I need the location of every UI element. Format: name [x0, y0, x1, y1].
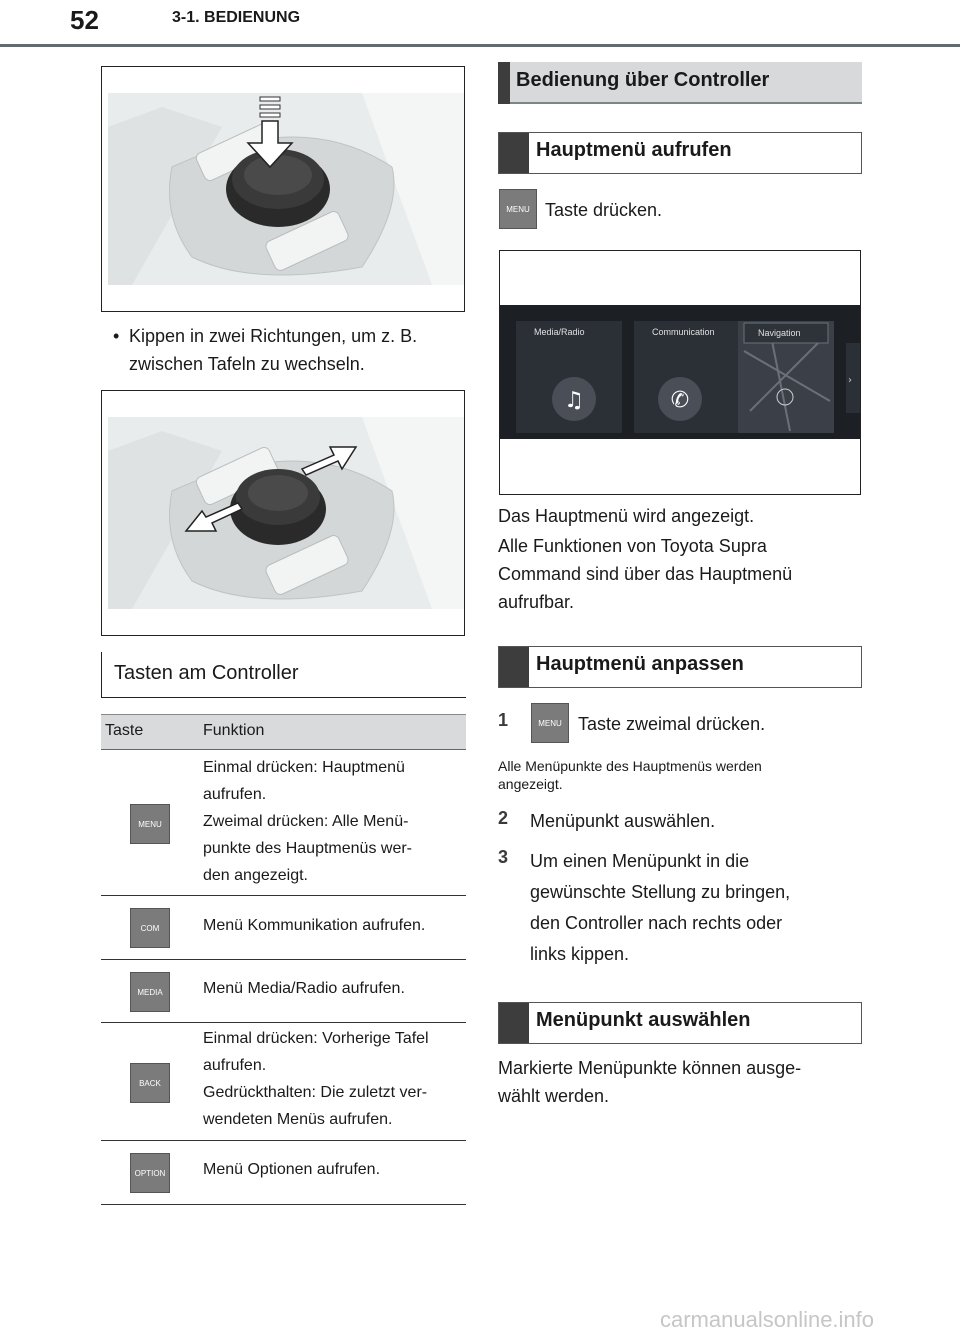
step-3-text: [530, 846, 790, 970]
com-key-icon: COM: [130, 908, 170, 948]
heading-marker: [498, 62, 510, 104]
text-line: Command sind über das Hauptmenü: [498, 564, 793, 584]
table-header: [101, 714, 466, 750]
svg-text:✆: ✆: [670, 388, 690, 413]
para-menu-shown: Das Hauptmenü wird angezeigt.: [498, 506, 755, 526]
table-line: Einmal drücken: Vorherige Tafel: [203, 1030, 429, 1047]
tasten-title: Tasten am Controller: [101, 652, 466, 698]
chevron-right-icon: ›: [848, 375, 852, 386]
table-cell: [203, 1156, 465, 1183]
table-line: Menü Optionen aufrufen.: [203, 1161, 381, 1178]
sub-heading: Hauptmenü aufrufen: [536, 139, 732, 161]
heading-marker: [499, 647, 529, 687]
step-number: 1: [498, 710, 509, 730]
table-line: aufrufen.: [203, 1057, 267, 1074]
sub-heading-bar: [498, 1002, 862, 1044]
section-title: 3-1. BEDIENUNG: [172, 9, 301, 26]
text-line: Alle Menüpunkte des Hauptmenüs werden: [498, 758, 762, 774]
back-key-icon: BACK: [130, 1063, 170, 1103]
text-line: aufrufbar.: [498, 592, 575, 612]
table-row: [101, 960, 466, 1023]
table-line: Gedrückthalten: Die zuletzt ver-: [203, 1084, 428, 1101]
main-heading-bar: [498, 62, 862, 104]
header-rule: [0, 44, 960, 47]
table-row: [101, 1141, 466, 1205]
watermark: carmanualsonline.info: [660, 1307, 875, 1332]
step-number: 3: [498, 847, 509, 867]
text-line: gewünschte Stellung zu bringen,: [530, 882, 791, 902]
main-menu-screen-figure: [499, 250, 861, 495]
sub-heading: Hauptmenü anpassen: [536, 653, 744, 675]
step-1-text: Taste zweimal drücken.: [578, 714, 766, 734]
controller-press-figure: [101, 66, 465, 312]
tile-media-label: Media/Radio: [534, 327, 585, 337]
sub-heading: Menüpunkt auswählen: [536, 1009, 751, 1031]
table-line: Einmal drücken: Hauptmenü: [203, 759, 405, 776]
heading-marker: [499, 1003, 529, 1043]
table-cell: [203, 912, 465, 939]
table-cell: [203, 754, 465, 889]
text-line: Alle Funktionen von Toyota Supra: [498, 536, 767, 556]
table-cell: [203, 1025, 465, 1133]
controller-tilt-illustration: [102, 391, 464, 635]
table-row: [101, 896, 466, 960]
keys-table: [101, 714, 466, 1205]
bullet-marker: •: [113, 326, 120, 346]
text-line: Um einen Menüpunkt in die: [530, 851, 750, 871]
table-line: Zweimal drücken: Alle Menü-: [203, 813, 409, 830]
svg-text:♫: ♫: [564, 388, 584, 413]
page-number: 52: [70, 5, 99, 35]
table-line: Menü Kommunikation aufrufen.: [203, 917, 426, 934]
bullet-text: Kippen in zwei Richtungen, um z. B. zwischen Tafeln zu wechseln.: [129, 326, 418, 374]
para-selectable: [498, 1054, 801, 1110]
table-row: [101, 750, 466, 896]
tile-communication-label: Communication: [652, 327, 715, 337]
table-line: punkte des Hauptmenüs wer-: [203, 840, 412, 857]
header-taste: Taste: [105, 722, 144, 739]
step-2-text: Menüpunkt auswählen.: [530, 811, 716, 831]
text-line: wählt werden.: [498, 1086, 610, 1106]
text-line: angezeigt.: [498, 776, 563, 792]
main-menu-screen: [500, 251, 860, 494]
controller-tilt-figure: [101, 390, 465, 636]
header-funktion: Funktion: [203, 722, 265, 739]
tile-navigation-label: Navigation: [758, 328, 801, 338]
text-line: den Controller nach rechts oder: [530, 913, 783, 933]
table-line: den angezeigt.: [203, 867, 308, 884]
option-key-icon: OPTION: [130, 1153, 170, 1193]
note-text: [498, 757, 762, 793]
step-number: 2: [498, 808, 509, 828]
menu-key-icon: MENU: [130, 804, 170, 844]
text-line: Markierte Menüpunkte können ausge-: [498, 1058, 802, 1078]
table-line: aufrufen.: [203, 786, 267, 803]
table-line: Menü Media/Radio aufrufen.: [203, 980, 405, 997]
menu-key-icon: MENU: [531, 703, 569, 743]
controller-press-illustration: [102, 67, 464, 311]
press-text: Taste drücken.: [545, 200, 663, 220]
media-key-icon: MEDIA: [130, 972, 170, 1012]
table-line: wendeten Menüs aufrufen.: [203, 1111, 393, 1128]
table-row: [101, 1023, 466, 1141]
table-cell: [203, 975, 465, 1002]
heading-marker: [499, 133, 529, 173]
para-functions: [498, 532, 792, 616]
main-heading: Bedienung über Controller: [516, 69, 770, 91]
sub-heading-bar: [498, 132, 862, 174]
text-line: links kippen.: [530, 944, 630, 964]
menu-key-icon: MENU: [499, 189, 537, 229]
sub-heading-bar: [498, 646, 862, 688]
